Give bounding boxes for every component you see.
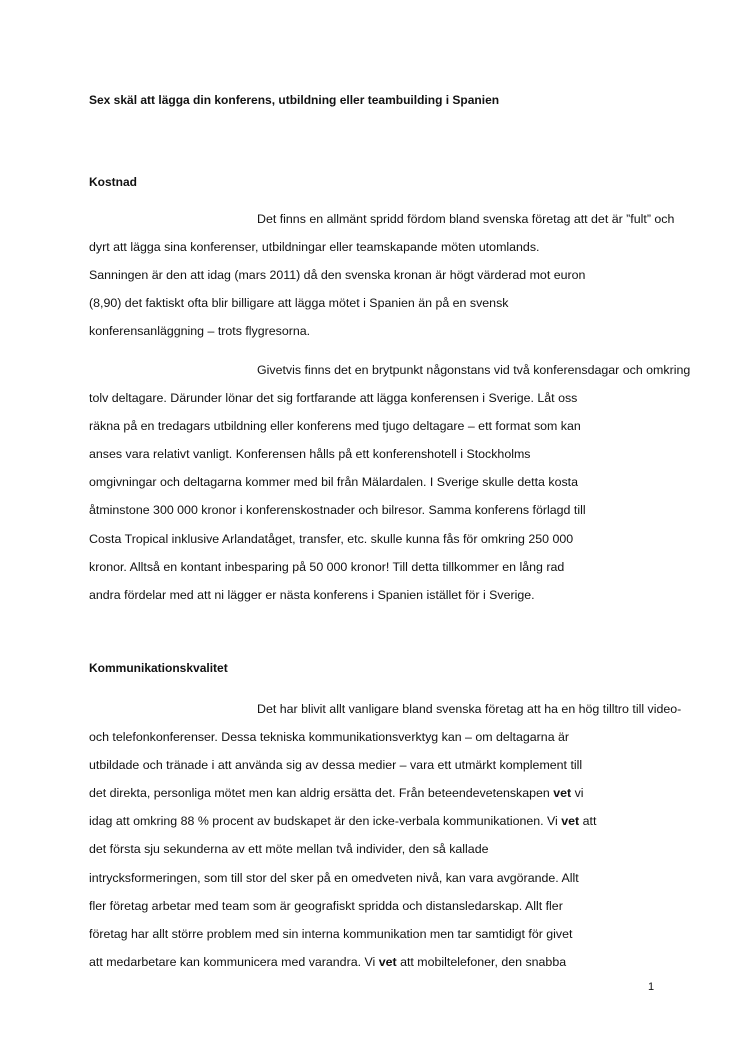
text-line [89, 751, 664, 779]
text-segment: det direkta, personliga mötet men kan aldrig ersätta det. Från beteendevetenskapen [89, 786, 554, 801]
text-segment: idag att omkring 88 % procent av budskapet är den icke-verbala kommunikationen. Vi [89, 814, 562, 829]
text-line: (8,90) det faktiskt ofta blir billigare att lägga mötet i Spanien än på en svensk [89, 296, 509, 311]
document-title: Sex skäl att lägga din konferens, utbildning eller teambuilding i Spanien [89, 93, 500, 107]
text-segment: att mobiltelefoner, den snabba [396, 954, 567, 969]
text-line [89, 864, 664, 892]
text-line [89, 779, 664, 807]
emphasis-vet: vet [561, 814, 580, 829]
paragraph-kostnad-1 [89, 205, 675, 345]
text-line: kronor. Alltså en kontant inbesparing på 50 000 kronor! Till detta tillkommer en lång rad [89, 559, 565, 574]
section-heading-kommunikationskvalitet: Kommunikationskvalitet [89, 661, 228, 675]
text-line [89, 723, 664, 751]
text-line: Det finns en allmänt spridd fördom bland svenska företag att det är ”fult” och [257, 212, 675, 226]
text-segment: det första sju sekunderna av ett möte mellan två individer, den så kallade [89, 842, 489, 857]
text-line [89, 948, 664, 976]
emphasis-vet: vet [378, 954, 397, 969]
text-segment: intrycksformeringen, som till stor del sker på en omedveten nivå, kan vara avgörande. Allt [89, 870, 579, 885]
text-line: åtminstone 300 000 kronor i konferenskostnader och bilresor. Samma konferens förlagd till [89, 503, 586, 518]
text-line [89, 920, 664, 948]
text-segment: och telefonkonferenser. Dessa tekniska kommunikationsverktyg kan – om deltagarna är [89, 730, 570, 745]
text-line: tolv deltagare. Därunder lönar det sig fortfarande att lägga konferensen i Sverige. Låt oss [89, 391, 578, 406]
text-line: omgivningar och deltagarna kommer med bil från Mälardalen. I Sverige skulle detta kosta [89, 475, 578, 490]
paragraph-kostnad-2 [89, 356, 691, 609]
text-line: Sanningen är den att idag (mars 2011) då den svenska kronan är högt värderad mot euron [89, 268, 586, 283]
text-segment: utbildade och tränade i att använda sig av dessa medier – vara ett utmärkt komplement till [89, 758, 583, 773]
text-line [89, 835, 664, 863]
text-line: Costa Tropical inklusive Arlandatåget, transfer, etc. skulle kunna fås för omkring 250 000 [89, 531, 574, 546]
paragraph-kommunikationskvalitet-1 [89, 695, 682, 976]
text-line: konferensanläggning – trots flygresorna. [89, 324, 311, 339]
emphasis-vet: vet [553, 786, 572, 801]
text-segment: att medarbetare kan kommunicera med varandra. Vi [89, 954, 379, 969]
section-heading-kostnad: Kostnad [89, 175, 137, 189]
text-segment: fler företag arbetar med team som är geografiskt spridda och distansledarskap. Allt fler [89, 898, 563, 913]
text-line: Givetvis finns det en brytpunkt någonstans vid två konferensdagar och omkring [257, 363, 691, 377]
text-line: andra fördelar med att ni lägger er nästa konferens i Spanien istället för i Sverige. [89, 587, 535, 602]
text-line: dyrt att lägga sina konferenser, utbildningar eller teamskapande möten utomlands. [89, 240, 540, 255]
text-line: räkna på en tredagars utbildning eller konferens med tjugo deltagare – ett format som kan [89, 419, 581, 434]
page-number: 1 [648, 981, 655, 993]
text-segment: att [579, 814, 597, 829]
text-line [89, 695, 682, 723]
text-line [89, 892, 664, 920]
text-line [89, 807, 664, 835]
text-segment: Det har blivit allt vanligare bland svenska företag att ha en hög tilltro till video- [257, 702, 682, 716]
text-segment: företag har allt större problem med sin interna kommunikation men tar samtidigt för givet [89, 926, 573, 941]
text-line: anses vara relativt vanligt. Konferensen hålls på ett konferenshotell i Stockholms [89, 447, 531, 462]
text-segment: vi [571, 786, 584, 801]
